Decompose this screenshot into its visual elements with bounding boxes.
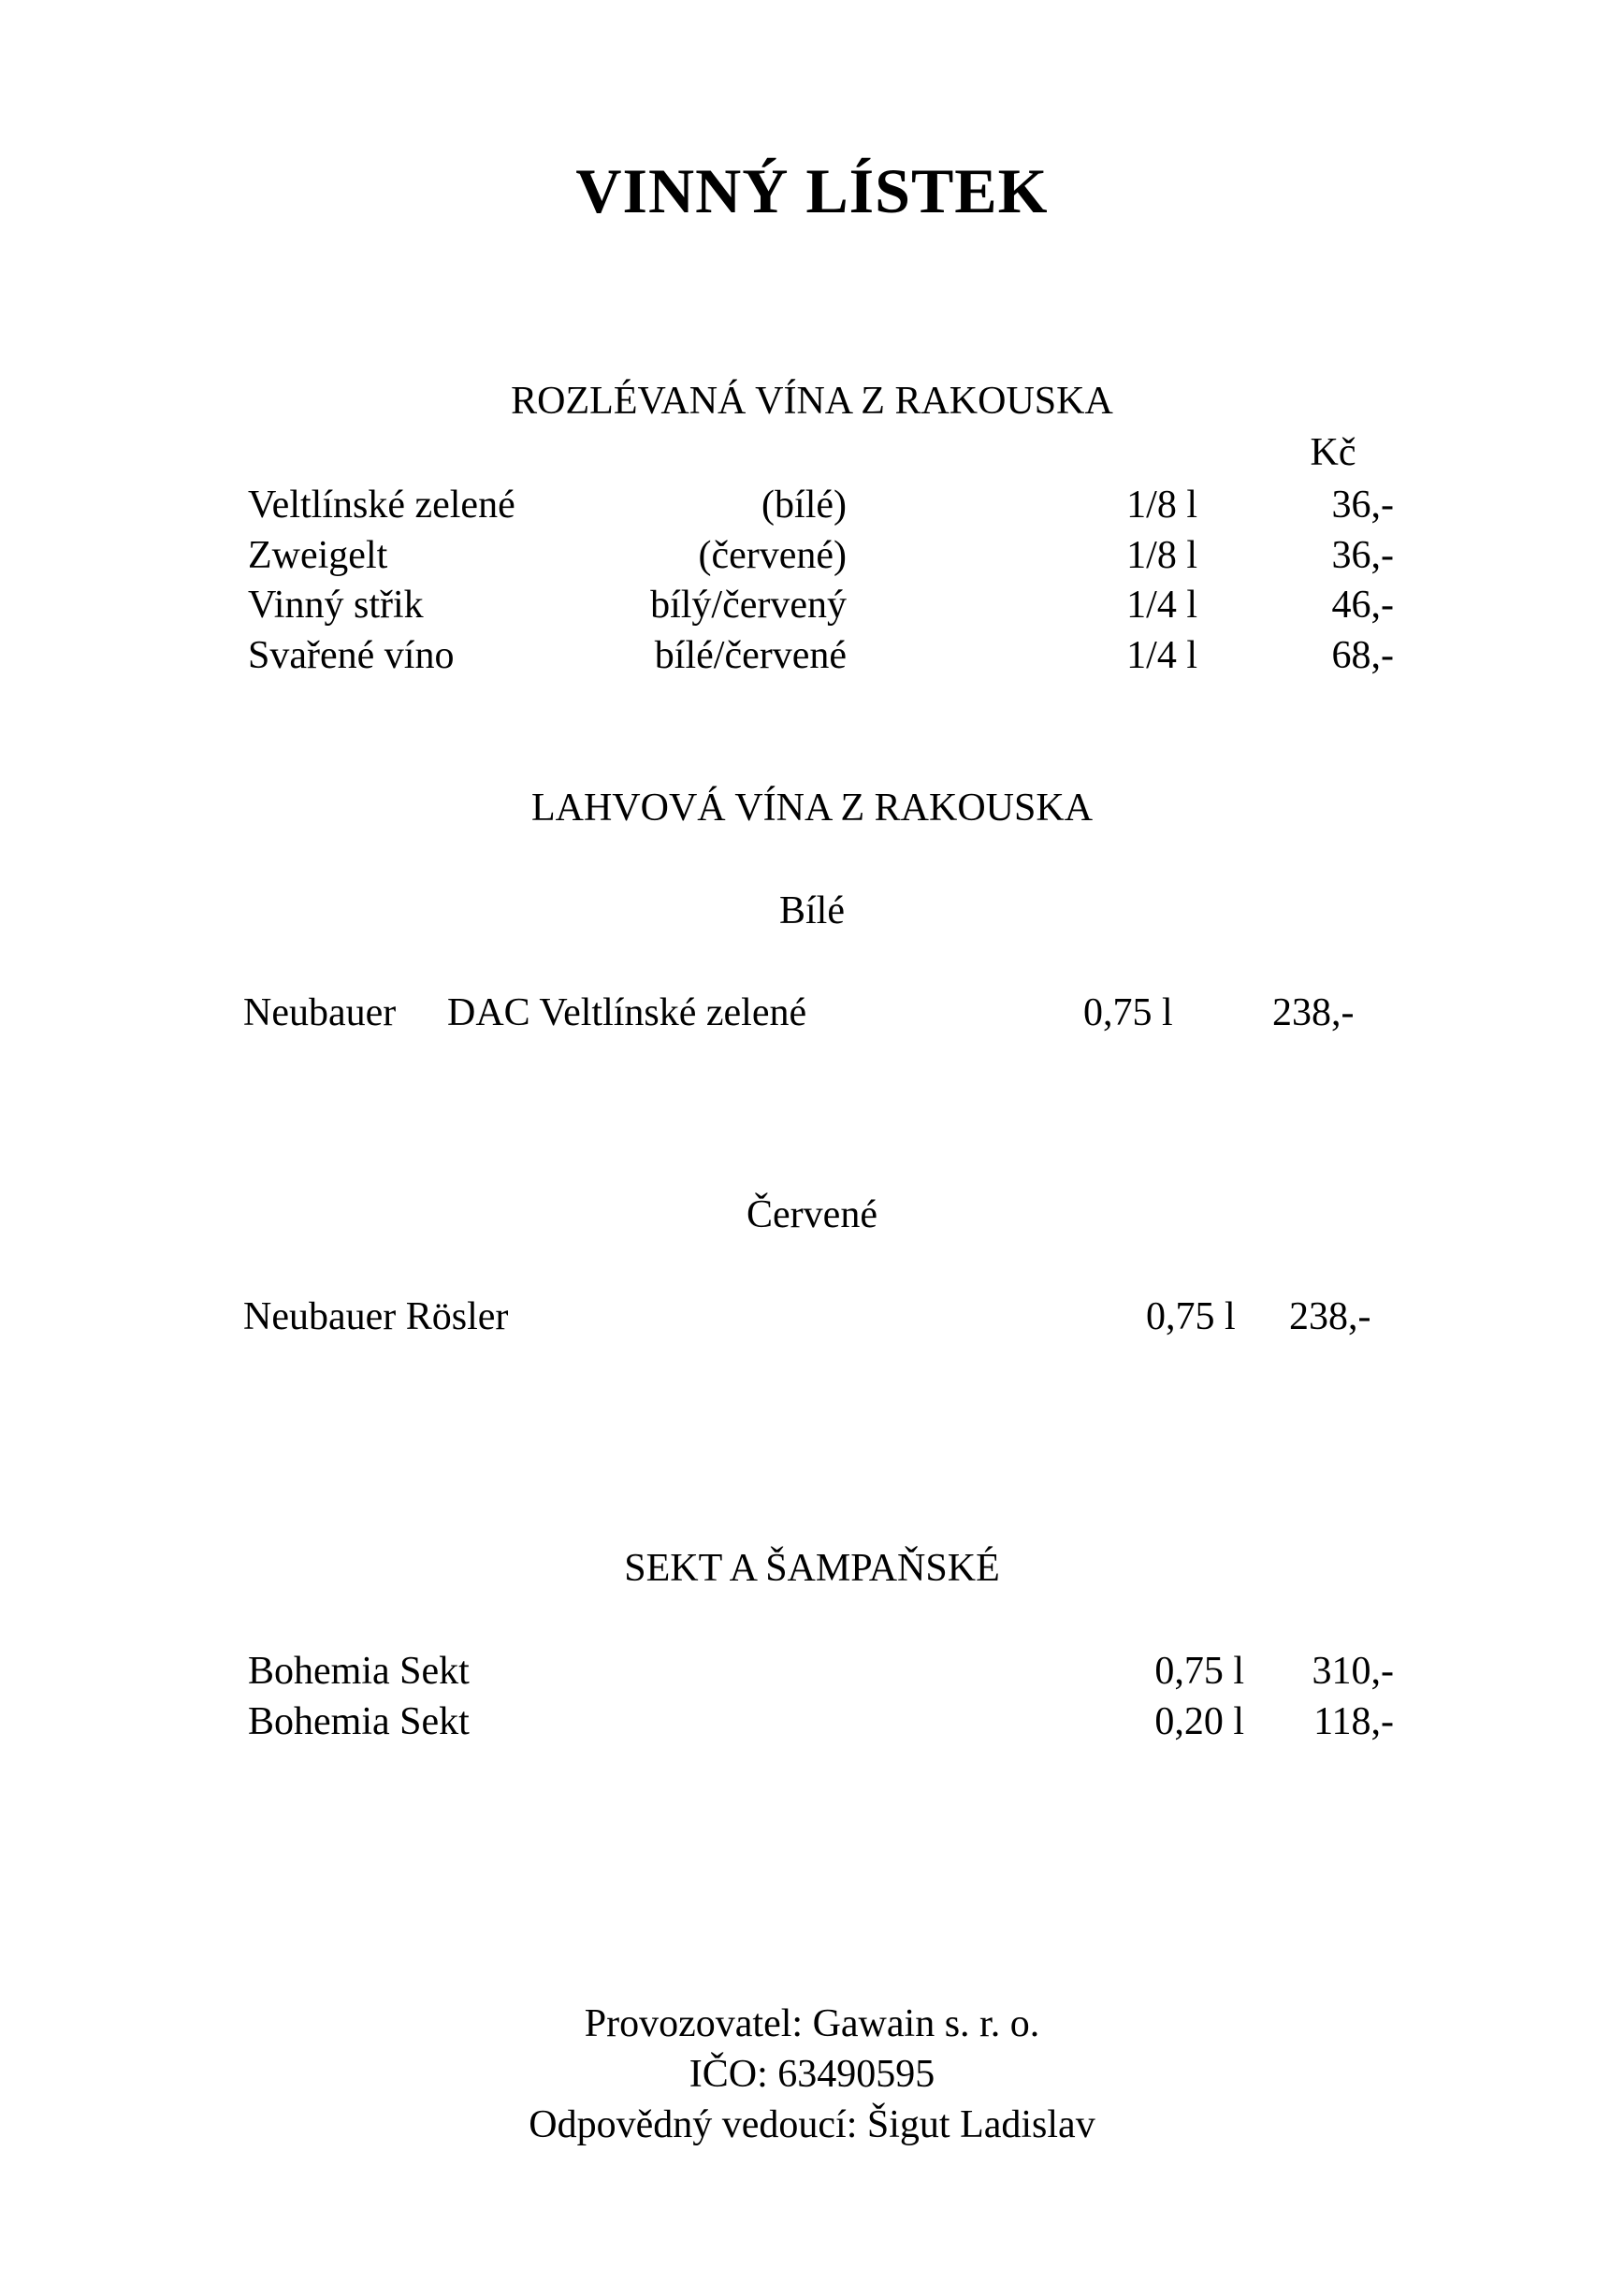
- wine-price: 36,-: [1331, 534, 1394, 577]
- section-heading: ROZLÉVANÁ VÍNA Z RAKOUSKA: [511, 380, 1113, 423]
- wine-price: 238,-: [1289, 1295, 1371, 1338]
- wine-volume: 0,20 l: [1154, 1700, 1244, 1743]
- wine-name: Neubauer Rösler: [243, 1295, 509, 1338]
- wine-name: Bohemia Sekt: [248, 1700, 470, 1743]
- section-heading: LAHVOVÁ VÍNA Z RAKOUSKA: [530, 787, 1094, 830]
- wine-type: (červené): [698, 534, 847, 577]
- wine-type: bílý/červený: [650, 584, 847, 627]
- red-wines-subheading: Červené: [747, 1193, 877, 1236]
- wine-volume: 0,75 l: [1154, 1650, 1244, 1693]
- page-title: VINNÝ LÍSTEK: [575, 155, 1049, 226]
- manager-line: Odpovědný vedoucí: Šigut Ladislav: [529, 2103, 1095, 2146]
- wine-price: 36,-: [1331, 484, 1394, 527]
- wine-name: Svařené víno: [248, 634, 455, 677]
- wine-name: Bohemia Sekt: [248, 1650, 470, 1693]
- wine-price: 310,-: [1312, 1650, 1394, 1693]
- wine-price: 118,-: [1313, 1700, 1394, 1743]
- wine-name: Zweigelt: [248, 534, 388, 577]
- wine-price: 46,-: [1331, 584, 1394, 627]
- wine-name: Vinný střik: [248, 584, 424, 627]
- wine-volume: 0,75 l: [1083, 991, 1173, 1034]
- wine-type: bílé/červené: [654, 634, 847, 677]
- company-id-line: IČO: 63490595: [689, 2053, 935, 2096]
- wine-name: DAC Veltlínské zelené: [447, 991, 807, 1034]
- wine-volume: 1/4 l: [1126, 634, 1197, 677]
- wine-volume: 0,75 l: [1146, 1295, 1236, 1338]
- section-heading: SEKT A ŠAMPAŇSKÉ: [624, 1547, 1000, 1590]
- white-wines-subheading: Bílé: [779, 889, 845, 932]
- currency-label: Kč: [1310, 431, 1356, 474]
- wine-price: 68,-: [1331, 634, 1394, 677]
- operator-line: Provozovatel: Gawain s. r. o.: [584, 2002, 1040, 2045]
- wine-volume: 1/4 l: [1126, 584, 1197, 627]
- wine-name: Veltlínské zelené: [248, 484, 515, 527]
- wine-price: 238,-: [1272, 991, 1355, 1034]
- wine-producer: Neubauer: [243, 991, 397, 1034]
- wine-type: (bílé): [761, 484, 847, 527]
- wine-volume: 1/8 l: [1126, 534, 1197, 577]
- wine-volume: 1/8 l: [1126, 484, 1197, 527]
